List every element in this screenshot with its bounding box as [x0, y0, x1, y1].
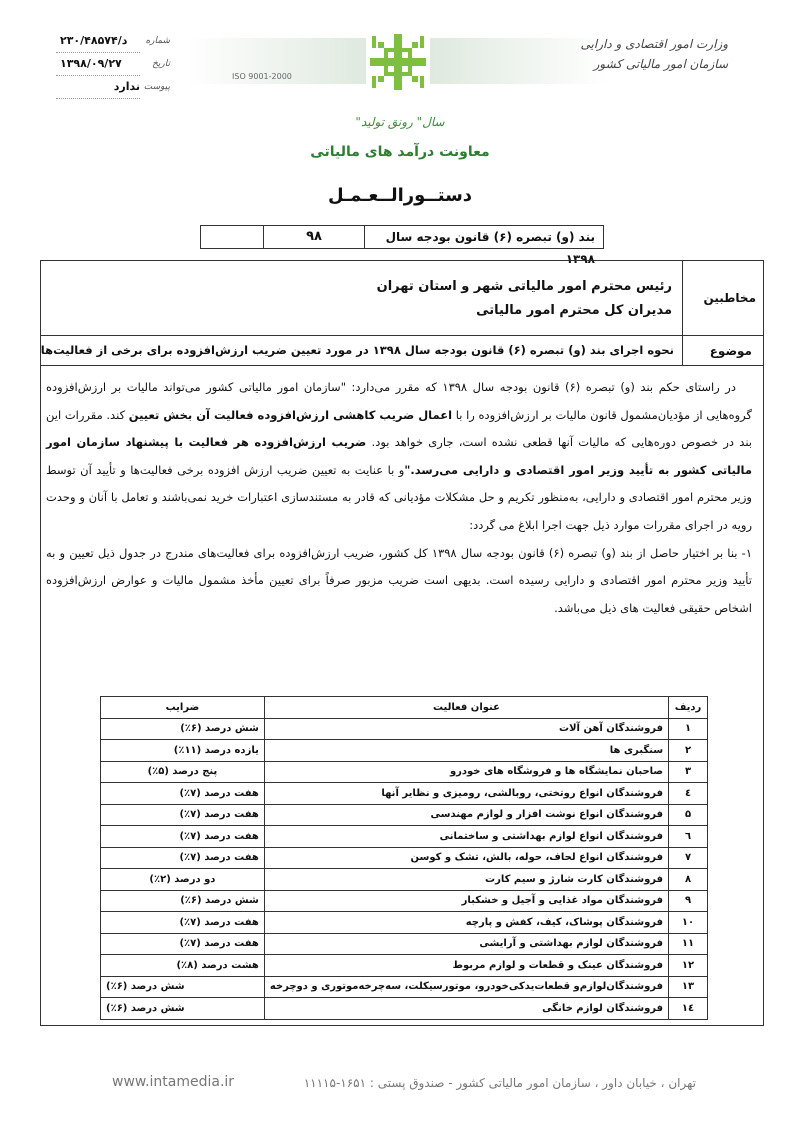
rate-cell: شش درصد (۶٪) [101, 976, 265, 998]
rate-cell: شش درصد (۶٪) [101, 998, 265, 1020]
row-number-cell: ۸ [669, 869, 708, 891]
number-label: شماره [145, 36, 170, 46]
iso-label: ISO 9001-2000 [232, 72, 292, 81]
row-number-cell: ۹ [669, 890, 708, 912]
table-row [101, 783, 708, 805]
number-row [30, 30, 170, 53]
header-rate: ضرایب [101, 697, 265, 719]
table-row [101, 998, 708, 1020]
activity-cell: فروشندگان لوازم خانگی [264, 998, 668, 1020]
rate-cell: هفت درصد (۷٪) [101, 826, 265, 848]
reference-text: بند (و) تبصره (۶) قانون بودجه سال ۱۳۹۸ [364, 226, 603, 248]
row-number-cell: ۵ [669, 804, 708, 826]
addressee-line: رئیس محترم امور مالیاتی شهر و استان تهران [376, 279, 672, 294]
table-row [101, 933, 708, 955]
rate-cell: هشت درصد (۸٪) [101, 955, 265, 977]
row-number-cell: ۱۰ [669, 912, 708, 934]
activity-cell: فروشندگان عینک و قطعات و لوازم مربوط [264, 955, 668, 977]
rate-cell: هفت درصد (۷٪) [101, 933, 265, 955]
reference-number: ۹۸ [263, 226, 364, 248]
subject-label: موضوع [709, 344, 752, 358]
p1-part-e: و با عنایت به تعیین ضریب ارزش افزوده برخی فعالیت‌ها و تأیید آن توسط وزیر محترم امور اقتصادی و دارایی، به‌منظور تکریم و حل مشکلات مؤدیانی که قادر به مستندسازی اعتبارات خرید نمی‌باشند و تعامل با آنان و وحدت رویه در اجرای مقررات موارد ذیل جهت اجرا ابلاغ می گردد: [46, 462, 752, 532]
activity-cell: فروشندگان کارت شارژ و سیم کارت [264, 869, 668, 891]
paragraph-2: ۱- بنا بر اختیار حاصل از بند (و) تبصره (۶) قانون بودجه سال ۱۳۹۸ کل کشور، ضریب ارزش‌افزوده برای فعالیت‌های مندرج در جدول ذیل تعیین و به تأیید وزیر محترم امور اقتصادی و دارایی رسیده است. بدیهی است ضریب مزبور صرفاً برای تعیین مأخذ مشمول مالیات و عوارض ارزش‌افزوده اشخاص حقیقی فعالیت های ذیل می‌باشد. [46, 545, 752, 615]
rate-cell: شش درصد (۶٪) [101, 718, 265, 740]
attachment-value: ندارد [56, 76, 140, 99]
header-activity: عنوان فعالیت [264, 697, 668, 719]
date-value: ۱۳۹۸/۰۹/۲۷ [56, 53, 140, 76]
row-number-cell: ۱ [669, 718, 708, 740]
activity-cell: فروشندگان پوشاک، کیف، کفش و پارچه [264, 912, 668, 934]
document-title: دستــورالــعـمـل [327, 185, 473, 206]
rate-cell: یازده درصد (۱۱٪) [101, 740, 265, 762]
table-row [101, 740, 708, 762]
activity-cell: فروشندگان انواع لحاف، حوله، بالش، تشک و کوسن [264, 847, 668, 869]
reference-empty-cell [201, 226, 263, 248]
row-number-cell: ۱۱ [669, 933, 708, 955]
attachment-row [30, 76, 170, 99]
number-value: د/۲۳۰/۴۸۵۷۴ [56, 30, 140, 53]
table-body [101, 718, 708, 1019]
p1-part-b: اعمال ضریب کاهشی ارزش‌افزوده فعالیت آن بخش تعیین [128, 407, 453, 422]
subject-text: نحوه اجرای بند (و) تبصره (۶) قانون بودجه سال ۱۳۹۸ در مورد تعیین ضریب ارزش‌افزوده برای برخی از فعالیت‌ها [40, 343, 674, 357]
table-header-row [101, 697, 708, 719]
ministry-name: وزارت امور اقتصادی و دارایی [580, 37, 728, 51]
emblem-icon [364, 32, 432, 92]
activity-cell: فروشندگان لوازم بهداشتی و آرایشی [264, 933, 668, 955]
table-row [101, 869, 708, 891]
body-text [46, 374, 752, 622]
activities-table [100, 696, 708, 1020]
table-row [101, 761, 708, 783]
attachment-label: پیوست [143, 82, 170, 92]
activity-cell: فروشندگان مواد غذایی و آجیل و خشکبار [264, 890, 668, 912]
rate-cell: دو درصد (۲٪) [101, 869, 265, 891]
p1-part-a: در راستای حکم بند (و) تبصره (۶) قانون بودجه سال ۱۳۹۸ که مقرر می‌دارد: "سازمان امور مالیاتی کشور می‌تواند مالیات بر ارزش‌افزوده گروه‌هایی از مؤدیان‌مشمول قانون مالیات بر ارزش‌افزوده را با [46, 380, 753, 422]
ministry-header [468, 34, 728, 74]
footer-website: www.intamedia.ir [112, 1074, 235, 1090]
letter-meta [30, 30, 170, 99]
table-row [101, 976, 708, 998]
activity-cell: صاحبان نمایشگاه ها و فروشگاه های خودرو [264, 761, 668, 783]
rate-cell: هفت درصد (۷٪) [101, 783, 265, 805]
activity-cell: فروشندگان انواع لوازم بهداشتی و ساختمانی [264, 826, 668, 848]
footer-address: تهران ، خیابان داور ، سازمان امور مالیاتی کشور - صندوق پستی : ۱۶۵۱-۱۱۱۱۵ [303, 1076, 696, 1090]
table-row [101, 826, 708, 848]
rate-cell: هفت درصد (۷٪) [101, 912, 265, 934]
activity-cell: فروشندگان انواع روتختی، روبالشی، رومیزی و نظایر آنها [264, 783, 668, 805]
table-row [101, 847, 708, 869]
row-number-cell: ۷ [669, 847, 708, 869]
row-number-cell: ۱۲ [669, 955, 708, 977]
row-number-cell: ۱٤ [669, 998, 708, 1020]
addressees-label: مخاطبین [703, 291, 756, 305]
paragraph-1 [46, 374, 752, 540]
table-row [101, 955, 708, 977]
addressees-list [377, 275, 672, 323]
activity-cell: فروشندگان انواع نوشت افزار و لوازم مهندسی [264, 804, 668, 826]
organization-name: سازمان امور مالیاتی کشور [593, 57, 728, 71]
addressee-line: مدیران کل محترم امور مالیاتی [476, 303, 672, 318]
table-row [101, 890, 708, 912]
rate-cell: هفت درصد (۷٪) [101, 847, 265, 869]
activity-cell: فروشندگان آهن آلات [264, 718, 668, 740]
p1-part-c: کند. مقررات این بند در خصوص دوره‌هایی که مالیات آنها قطعی نشده است، جاری خواهد بود. [46, 407, 753, 450]
table-row [101, 718, 708, 740]
year-motto: سال" رونق تولید" [355, 115, 445, 129]
row-number-cell: ٦ [669, 826, 708, 848]
activity-cell: سنگبری ها [264, 740, 668, 762]
label-divider [682, 260, 683, 366]
deputy-title: معاونت درآمد های مالیاتی [310, 144, 490, 160]
p1-part-d: ضریب ارزش‌افزوده هر فعالیت با پیشنهاد سازمان امور مالیاتی کشور به تأیید وزیر امور اقتصادی و دارایی می‌رسد." [46, 435, 752, 477]
header-row-number: ردیف [669, 697, 708, 719]
reference-box [200, 225, 604, 266]
date-row [30, 53, 170, 76]
rate-cell: پنج درصد (۵٪) [101, 761, 265, 783]
row-number-cell: ۱۳ [669, 976, 708, 998]
row-number-cell: ۳ [669, 761, 708, 783]
row-number-cell: ٤ [669, 783, 708, 805]
rate-cell: هفت درصد (۷٪) [101, 804, 265, 826]
table-row [101, 804, 708, 826]
activity-cell: فروشندگان‌لوازم‌و قطعات‌یدکی‌خودرو، موتورسیکلت، سه‌چرخه‌موتوری و دوچرخه [264, 976, 668, 998]
rate-cell: شش درصد (۶٪) [101, 890, 265, 912]
table-row [101, 912, 708, 934]
row-number-cell: ۲ [669, 740, 708, 762]
date-label: تاریخ [152, 59, 170, 69]
